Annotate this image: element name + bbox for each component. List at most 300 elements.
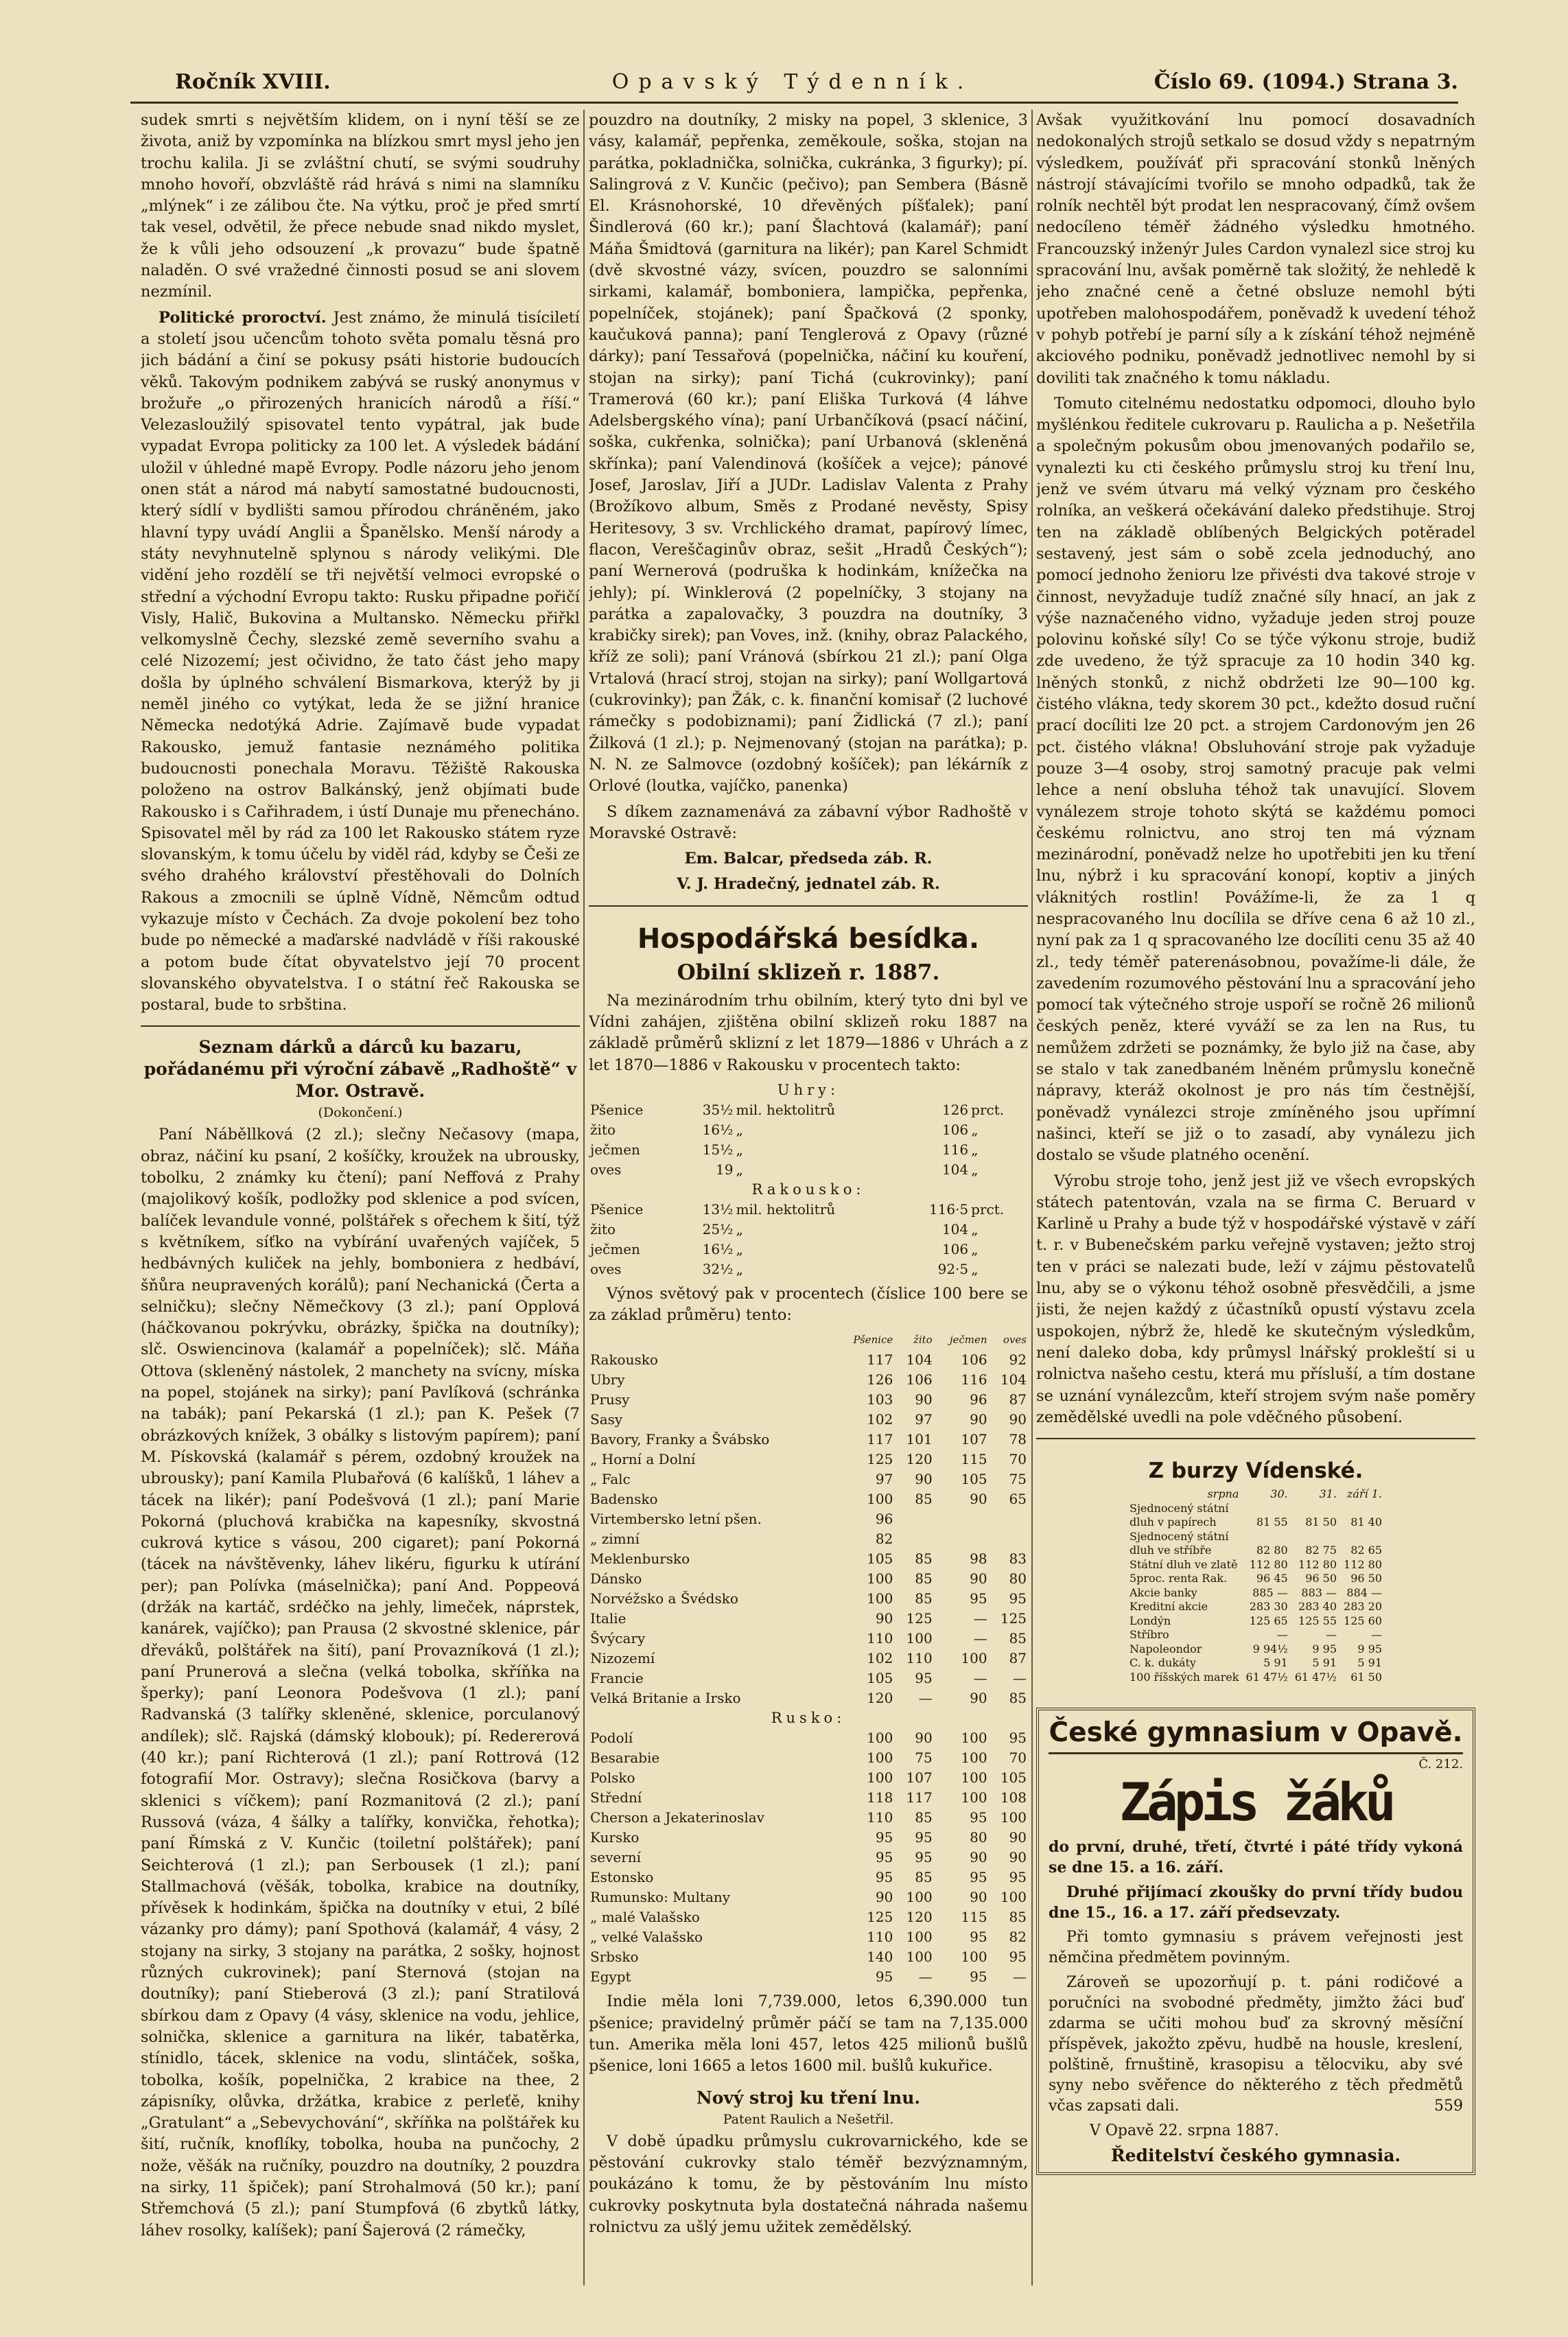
table-cell: 90: [1009, 1829, 1027, 1846]
table-row: [589, 1529, 1028, 1549]
table-cell: 101: [906, 1431, 933, 1448]
table-row: [589, 1649, 1028, 1669]
table-cell: 885 —: [1252, 1585, 1288, 1599]
table-cell: —: [973, 1670, 987, 1687]
crop-name: oves: [590, 1161, 622, 1178]
table-cell: 95: [970, 1809, 987, 1826]
table-cell: 82: [875, 1531, 893, 1548]
table-cell: —: [918, 1968, 933, 1986]
table-cell: 110: [906, 1650, 933, 1667]
percent: 106: [941, 1240, 969, 1257]
table-cell: 100: [961, 1730, 987, 1747]
table-row: [589, 1100, 1028, 1120]
unit: prct.: [971, 1200, 1005, 1218]
table-cell: 85: [915, 1491, 933, 1508]
crop-volume: 25½: [702, 1220, 734, 1237]
table-cell: 100: [867, 1749, 893, 1767]
table-cell: 283 40: [1298, 1600, 1337, 1614]
table-row: [589, 1160, 1028, 1180]
table-cell: 97: [875, 1471, 893, 1488]
row-label: Stříbro: [1129, 1628, 1169, 1642]
table-row: [589, 1828, 1028, 1848]
table-cell: 125: [867, 1451, 893, 1468]
row-label: Italie: [590, 1610, 627, 1627]
percent: 106: [941, 1121, 969, 1138]
table-row: [1126, 1586, 1385, 1601]
table-row: [1126, 1600, 1385, 1614]
table-cell: 83: [1009, 1550, 1027, 1568]
table-row: [1126, 1642, 1385, 1657]
row-label: Ubry: [590, 1371, 625, 1388]
table-cell: 100: [1000, 1889, 1027, 1906]
table-cell: 95: [875, 1829, 893, 1846]
table-row: [589, 1609, 1028, 1629]
table-row: [1126, 1502, 1385, 1516]
table-cell: 61 50: [1350, 1670, 1383, 1684]
row-label: Egypt: [590, 1968, 631, 1986]
table-cell: 90: [1009, 1411, 1027, 1428]
unit: „: [971, 1121, 979, 1138]
table-cell: 283 20: [1344, 1600, 1383, 1614]
table-cell: 87: [1009, 1650, 1027, 1667]
row-label: Estonsko: [590, 1869, 654, 1886]
table-cell: [1340, 1530, 1385, 1544]
unit: „: [971, 1260, 979, 1277]
table-row: [1126, 1558, 1385, 1572]
table-cell: 85: [915, 1570, 933, 1588]
notice-paragraph: Druhé přijímací zkoušky do první třídy budou dne 15., 16. a 17. září předsevzaty.: [1049, 1883, 1463, 1922]
table-cell: —: [918, 1690, 933, 1707]
row-label: 100 říšských marek: [1129, 1670, 1239, 1684]
table-cell: 75: [1009, 1471, 1027, 1488]
table-row: [589, 1887, 1028, 1907]
row-label: Norvéžsko a Švédsko: [590, 1590, 738, 1607]
table-cell: 85: [915, 1590, 933, 1607]
row-label: Meklenbursko: [590, 1550, 690, 1568]
table-row: [1126, 1671, 1385, 1685]
table-row: [589, 1220, 1028, 1240]
table-cell: 85: [1009, 1630, 1027, 1647]
table-cell: [1291, 1530, 1340, 1544]
row-label: Napoleondor: [1129, 1642, 1202, 1655]
table-cell: 100: [867, 1491, 893, 1508]
table-cell: 883 —: [1301, 1585, 1337, 1599]
table-row: [589, 1469, 1028, 1489]
crop-volume: 16½: [702, 1240, 734, 1257]
table-row: [589, 1848, 1028, 1868]
column-header: září 1.: [1346, 1487, 1383, 1501]
table-cell: 82: [1009, 1929, 1027, 1946]
unit: „: [736, 1220, 743, 1237]
table-cell: 80: [970, 1829, 987, 1846]
table-cell: 90: [915, 1471, 933, 1488]
crop-name: Pšenice: [590, 1200, 644, 1218]
table-cell: 90: [970, 1570, 987, 1588]
table-cell: —: [1326, 1628, 1337, 1642]
table-row: [589, 1728, 1028, 1748]
table-cell: —: [1371, 1628, 1383, 1642]
table-cell: 100: [867, 1769, 893, 1787]
unit: „: [971, 1220, 979, 1237]
notice-paragraph: [1049, 1973, 1463, 2117]
table-cell: 90: [970, 1411, 987, 1428]
row-label: „ Horní a Dolní: [590, 1451, 696, 1468]
notice-signature: Ředitelství českého gymnasia.: [1110, 2146, 1401, 2166]
table-cell: 105: [867, 1550, 893, 1568]
table-cell: 100: [906, 1949, 933, 1966]
table-cell: 96 45: [1256, 1572, 1288, 1585]
crop-name: ječmen: [590, 1240, 640, 1257]
table-cell: 100: [961, 1789, 987, 1806]
row-label: Nizozemí: [590, 1650, 655, 1667]
paragraph: V době úpadku průmyslu cukrovarnického, kde se pěstování cukrovky stalo téměř bezvýznamným, poukázáno k tomu, že by pěstováním lnu místo cukrovky poskytnuta byla dostatečná náhrada našemu rolnictvu za ušlý jemu užitek zemědělský.: [589, 2132, 1028, 2236]
unit: prct.: [971, 1101, 1005, 1118]
percent: 104: [941, 1220, 969, 1237]
row-label: Badensko: [590, 1491, 658, 1508]
table-cell: 81 50: [1305, 1515, 1337, 1529]
column-header: srpna: [1207, 1487, 1239, 1501]
table-cell: 96 50: [1350, 1572, 1383, 1585]
paragraph: Výnos světový pak v procentech (číslice 100 bere se za základ průměru) tento:: [589, 1284, 1028, 1325]
table-row: [589, 1450, 1028, 1469]
unit: „: [971, 1240, 979, 1257]
section-heading: Politické proroctví.: [159, 308, 327, 327]
row-label: Střední: [590, 1789, 642, 1806]
harvest-hungary-table: [589, 1080, 1028, 1279]
table-cell: —: [973, 1610, 987, 1627]
table-cell: 95: [915, 1670, 933, 1687]
table-cell: 95: [875, 1968, 893, 1986]
world-harvest-table: [589, 1330, 1028, 1987]
table-cell: 70: [1009, 1749, 1027, 1767]
column-header: 31.: [1319, 1487, 1337, 1501]
table-cell: 110: [867, 1929, 893, 1946]
table-cell: 106: [961, 1351, 987, 1369]
row-label: Švýcary: [590, 1630, 646, 1647]
table-row: [589, 1788, 1028, 1808]
row-label: Francie: [590, 1670, 644, 1687]
table-cell: —: [973, 1630, 987, 1647]
table-cell: 95: [875, 1849, 893, 1866]
table-cell: 81 40: [1350, 1515, 1383, 1529]
paragraph: Paní Náběllková (2 zl.); slečny Nečasovy (mapa, obraz, náčiní ku psaní, 2 košíčky, kroužek na ubrousky, tobolku, 2 známky ku čtení); paní Neffová z Prahy (majolikový košík, podložky pod sklenice a pod svícen, balíček levandule vonné, polštářek s ořechem k šití, týž s květníkem, síťko na vybírání uvařených vajíček, 5 hedbávných kuliček na jehly, bomboniera z hedbáví, šňůra neupravených korálů); paní Nechanická (Čerta a selničku); slečny Němečkovy (3 zl.); paní Opplová (háčkovanou pokrývku, obrázky, špička na doutníky); slč. Oswiencinova (kalamář a popelníček); slč. Máňa Ottova (skleněný nástolek, 2 manchety na svícny, míska na popel, stojánek na sirky); paní Pavlíková (schránka na tabák); paní Pekarská (1 zl.); pan K. Pešek (7 obrázkových knížek, 3 obálky s listovým papírem); paní M. Pískovská (kalamář s pérem, ozdobný kroužek na ubrousky); paní Kamila Plubařová (6 kalíšků, 1 láhev a tácek na likér); paní Podešvová (1 zl.); paní Marie Pokorná (pluchová krabička na kapesníky, skvostná cukrová kytice s vásou, 200 cigaret); paní Pokorná (tácek na návštěvenky, láhev likéru, figurku k utírání per); pan Polívka (máselnička); paní And. Poppeová (držák na kartáč, srdéčko na jehly, limeček, náprstek, kanárek, vajíčko); pan Prausa (2 skvostné sklenice, pár dřeváků, polštářek na šití), paní Provazníková (1 zl.); paní Prunerová a slečna (velká tobolka, skříňka na šperky); paní Leonora Podešvova (1 zl.); paní Radvanská (3 talířky skleněné, sklenice, porculanový andílek); slč. Rajská (dámský klobouk); pí. Redererová (40 kr.); paní Richterová (1 zl.); paní Rottrová (12 fotografií Mor. Ostravy); slečna Rosičkova (barvy a sklenici s víčkem); paní Rozmanitová (2 zl.); paní Russová (váza, 4 šálky a talířky, konvička, řehotka); paní Římská z V. Kunčic (toiletní polštářek); paní Seichterová (1 zl.); pan Serbousek (1 zl.); paní Stallmachová (věšák, tobolka, krabice na doutníky, přívěsek k hodinkám, špička na doutníky v etui, 2 bílé vázanky pro dámy); paní Spothová (kalamář, 4 vásy, 2 stojany na sirky, 3 stojany na parátka, 2 sošky, hojnost různých cukrovinek); paní Sternová (stojan na doutníky); paní Stieberová (3 zl.); paní Stratilová sbírkou dam z Opavy (4 vásy, sklenice na vodu, jehlice, solnička, sklenice a garnitura na likér, tabatěrka, stínidlo, tácek, sklenice na vodu, slintáček, soška, tobolka, košík, popelnička, 2 krabice na thee, 2 zápisníky, olůvka, držátka, krabice z perleťě, knihy „Gratulant“ a „Sebevychování“, skříňka na polštářek ku šití, ručník, knoflíky, tobolka, houba na punčochy, 2 nože, věšák na ručníky, pouzdro na doutníky, 2 pouzdra na sirky, 11 špiček); paní Strohalmová (50 kr.); paní Střemchová (5 zl.); paní Stumpfová (6 zbytků látky, láhev rosolky, kalíšek); paní Šajerová (2 rámečky,: [141, 1126, 580, 2240]
crop-volume: 32½: [702, 1260, 734, 1277]
row-label: Srbsko: [590, 1949, 639, 1966]
notice-headline: Zápis žáků: [1119, 1771, 1392, 1833]
table-cell: 90: [915, 1730, 933, 1747]
percent: 116·5: [928, 1200, 969, 1218]
row-label: Virtembersko letní pšen.: [590, 1511, 762, 1528]
unit: „: [736, 1121, 743, 1138]
table-cell: 95: [970, 1869, 987, 1886]
table-cell: 85: [915, 1550, 933, 1568]
column-header: ječmen: [949, 1334, 987, 1347]
table-cell: 9 95: [1357, 1642, 1383, 1655]
table-cell: 120: [906, 1451, 933, 1468]
table-cell: 96: [875, 1511, 893, 1528]
table-row: [589, 1967, 1028, 1987]
table-row: [589, 1240, 1028, 1259]
table-cell: [894, 1529, 933, 1549]
table-cell: 110: [867, 1630, 893, 1647]
table-cell: 115: [961, 1909, 987, 1926]
table-cell: 100: [906, 1630, 933, 1647]
table-cell: 82 75: [1305, 1544, 1337, 1557]
row-label: Polsko: [590, 1769, 635, 1787]
table-cell: 96 50: [1305, 1572, 1337, 1585]
table-row: [1126, 1544, 1385, 1558]
table-cell: 80: [1009, 1570, 1027, 1588]
table-cell: 85: [915, 1809, 933, 1826]
table-cell: 102: [867, 1650, 893, 1667]
article-heading: Nový stroj ku tření lnu.: [696, 2087, 921, 2108]
group-label: Uhry:: [777, 1081, 840, 1098]
table-cell: 116: [961, 1371, 987, 1388]
table-cell: —: [1013, 1670, 1027, 1687]
row-label: Rakousko: [590, 1351, 658, 1369]
notice-number: Č. 212.: [1418, 1757, 1463, 1772]
table-cell: [894, 1509, 933, 1529]
table-cell: 92: [1009, 1351, 1027, 1369]
row-label: Kursko: [590, 1829, 640, 1846]
table-cell: 117: [867, 1351, 893, 1369]
table-row: [589, 1549, 1028, 1569]
table-row: [589, 1120, 1028, 1140]
paragraph-text: Jest známo, že minulá tisíciletí a století jsou učencům tohoto světa pomalu těsná pro jich bádání a činí se pokusy psáti historie budoucích věků. Takovým podnikem zabývá se ruský anonymus v brožuře „o přirozených hranicích národů a říší.“ Velezasloužilý spisovatel tento vypátral, jak bude vypadat Evropa politicky za 100 let. A výsledek bádání uložil v úhledné mapě Evropy. Podle názoru jeho jenom onen stát a národ má nabytí samostatné budoucnosti, který sídlí v bydlišti samou přírodou chráněném, jako hlavní typy uvádí Anglii a Španělsko. Menší národy a státy nevyhnutelně splynou s národy velikými. Dle vidění jeho rozdělí se tři největší velmoci evropské o střední a východní Evropu takto: Rusku připadne pořičí Visly, Halič, Bukovina a Multansko. Německu přiřkl velkomyslně Čechy, slezské země severního svahu a celé Nizozemí; jest očividno, že tato část jeho mapy došla by úplného schválení Bismarkova, kterýž by ji neměl jiného co vytýkat, leda že se jižní hranice Německa nedotýká Adrie. Zajímavě bude vypadat Rakousko, jemuž fantasie neznámého politika budoucnosti ponechala Moravu. Těžiště Rakouska položeno na ostrov Balkánský, jenž objímati bude Rakousko i s Cařihradem, i ústí Dunaje mu přenecháno. Spisovatel měl by rád za 100 let Rakousko státem ryze slovanským, k tomu účelu by viděl rád, kdyby se Češi ze svého drahého království přestěhovali do Dolních Rakous a zmocnili se úplně Vídně, Němcům odtud vykazuje místo v Čechách. Za dvoje pokolení bez toho bude po německé a maďarské nadvládě v říši rakouské a potom bude čítat obyvatelstvo její 70 procent slovanského obyvatelstva. I o státní řeč Rakouska se postaral, bude to srbština.: [141, 308, 580, 1014]
notice-code: 559: [1434, 2097, 1463, 2115]
table-cell: 106: [906, 1371, 933, 1388]
gymnasium-notice: [1036, 1708, 1475, 2175]
table-cell: 125: [1000, 1610, 1027, 1627]
table-row: [589, 1947, 1028, 1967]
column-header: 30.: [1270, 1487, 1288, 1501]
group-label: Rakousko:: [751, 1181, 865, 1198]
table-cell: 5 91: [1263, 1656, 1288, 1670]
table-cell: [989, 1509, 1028, 1529]
table-row: [589, 1259, 1028, 1279]
table-cell: 107: [906, 1769, 933, 1787]
table-row: [589, 1868, 1028, 1887]
paragraph: Tomuto citelnému nedostatku odpomoci, dlouho bylo myšlénkou ředitele cukrovaru p. Raulicha a p. Nešetřila a společným pokusům obou jmenovaných podařilo se, vynalezti ku cti českého průmyslu stroj ku tření lnu, jenž ve svém útvaru má velký význam pro českého rolníka, an veškerá očekávání daleko předstihuje. Stroj ten na základě oblíbených Belgických potěradel sestavený, jest sám o sobě zcela jednoduchý, ano pomocí jednoho ženioru lze přivésti dva takové stroje v činnost, nevyžaduje tudíž značné síly hnací, an jak z výše naznačeného vidno, vyžaduje jeden stroj pouze polovinu koňské síly! Co se týče výkonu stroje, budiž zde uvedeno, že týž spracuje za 10 hodin 340 kg. lněných stonků, z nichž obdržeti lze 90—100 kg. čistého vlákna, tedy skorem 30 pct., kdežto dosud ruční prací docíliti lze 20 pct. a strojem Cardonovým jen 26 pct. čistého vlákna! Obsluhování stroje pak vyžaduje pouze 3—4 osoby, stroj samotný pracuje pak velmi lehce a není obsluha téhož tak unavující. Slovem vynálezem stroje tohoto skýtá se každému pomoci českému rolnictvu, ano stroj ten má význam mezinárodní, poněvadž nelze ho upotřebiti jen ku tření lnu, nýbrž i ku spracování konopí, koptiv a jiných vláknitých rostlin! Povážíme-li, že za 1 q nespracovaného lnu docílila se dříve cena 6 až 10 zl., nyní pak za 1 q spracovaného lze docíliti cenu 35 až 40 zl., tedy téměř paterenásobnou, považíme-li dále, že zavedením rozumového pěstování lnu a spracování jeho pomocí tak výtečného stroje uspoří se ročně 26 milionů českých peněz, které vyváží se za len na Rus, tu nemůžem zdržeti se poznámky, že bylo již na čase, aby se stalo v tak zanedbaném lněném průmyslu konečně nápravy, kteráž okolnost je pro nás tím čestnější, poněvadž vynálezci stroje zmíněného jsou upřímní našinci, kteří se již o to zasadí, aby vynálezu jich dostalo se všude platného ocenění.: [1036, 394, 1475, 1165]
table-cell: [934, 1509, 989, 1529]
table-cell: 100: [867, 1730, 893, 1747]
row-label: Prusy: [590, 1391, 630, 1408]
table-cell: 95: [970, 1929, 987, 1946]
table-cell: 117: [906, 1789, 933, 1806]
row-label: Sjednocený státní: [1129, 1529, 1229, 1543]
table-cell: 98: [970, 1550, 987, 1568]
table-cell: 103: [867, 1391, 893, 1408]
table-cell: [1291, 1502, 1340, 1516]
unit: „: [736, 1240, 743, 1257]
unit: „: [736, 1141, 743, 1158]
table-row: [589, 1430, 1028, 1450]
table-cell: 125: [906, 1610, 933, 1627]
table-cell: 884 —: [1346, 1585, 1383, 1599]
table-cell: 125 55: [1298, 1614, 1337, 1627]
table-row: [589, 1489, 1028, 1509]
table-cell: 95: [915, 1829, 933, 1846]
table-cell: 104: [906, 1351, 933, 1369]
percent: 104: [941, 1161, 969, 1178]
paragraph: Indie měla loni 7,739.000, letos 6,390.000 tun pšenice; pravidelný průměr páčí se tam na 7,135.000 tun. Amerika měla loni 457, letos 425 milionů bušlů pšenice, loni 1665 a letos 1600 mil. bušlů kukuřice.: [589, 1992, 1028, 2076]
row-label: 5proc. renta Rak.: [1129, 1572, 1228, 1585]
column-header: oves: [1003, 1334, 1027, 1347]
table-row: [589, 1808, 1028, 1828]
table-row: [589, 1748, 1028, 1768]
table-cell: 90: [970, 1491, 987, 1508]
table-cell: 90: [915, 1391, 933, 1408]
world-table-body: [589, 1350, 1028, 1708]
row-label: Cherson a Jekaterinoslav: [590, 1809, 764, 1826]
table-cell: 125: [867, 1909, 893, 1926]
table-row: [589, 1589, 1028, 1609]
table-row: [589, 1370, 1028, 1390]
table-cell: 85: [1009, 1909, 1027, 1926]
paragraph: Výrobu stroje toho, jenž jest již ve všech evropských státech patentován, vzala na se firma C. Beruard v Karlině u Prahy a bude týž v hospodářské výstavě v září t. r. v Bubenečském parku veřejně vystaven; ježto stroj ten v práci se nalezati bude, leží v zájmu pěstovatelů lnu, aby se o výkonu téhož osobně přesvědčili, a jsme jisti, že nejen každý z účastníků opustí výstavu zcela uspokojen, nýbrž že, hledě ke skutečným výsledkům, není daleko doba, kdy průmysl lnářský prokleští si u rolnictva našeho cestu, která mu přísluší, a tím dostane se uznání vynálezcům, kteří strojem svým naše poměry zemědělské uvedli na pole vděčného působení.: [1036, 1172, 1475, 1426]
table-cell: 100: [961, 1749, 987, 1767]
unit: mil. hektolitrů: [736, 1200, 836, 1218]
table-cell: 90: [970, 1690, 987, 1707]
table-cell: 5 91: [1312, 1656, 1337, 1670]
table-cell: 95: [970, 1590, 987, 1607]
table-row: [1126, 1628, 1385, 1642]
table-row: [589, 1907, 1028, 1927]
russia-table-body: [589, 1728, 1028, 1987]
signature: V. J. Hradečný, jednatel záb. R.: [677, 875, 940, 894]
table-cell: 5 91: [1357, 1656, 1383, 1670]
table-row: [1126, 1530, 1385, 1544]
table-cell: 100: [867, 1590, 893, 1607]
table-cell: 105: [867, 1670, 893, 1687]
percent: 116: [941, 1141, 969, 1158]
table-cell: 85: [1009, 1690, 1027, 1707]
table-cell: 95: [875, 1869, 893, 1886]
table-cell: 78: [1009, 1431, 1027, 1448]
continuation-note: (Dokončení.): [318, 1105, 403, 1121]
crop-name: ječmen: [590, 1141, 640, 1158]
table-cell: 107: [961, 1431, 987, 1448]
table-cell: 82 65: [1350, 1544, 1383, 1557]
crop-name: žito: [590, 1121, 616, 1138]
table-cell: 100: [906, 1889, 933, 1906]
table-row: [589, 1569, 1028, 1589]
table-cell: 125 65: [1249, 1614, 1288, 1627]
table-row: [1126, 1515, 1385, 1530]
table-cell: 90: [970, 1849, 987, 1866]
table-cell: 104: [1000, 1371, 1027, 1388]
table-cell: 100: [961, 1650, 987, 1667]
paragraph: Na mezinárodním trhu obilním, který tyto dni byl ve Vídni zahájen, zjištěna obilní sklizeň roku 1887 na základě průměrů sklizní z let 1879—1886 v Uhrách a z let 1870—1886 v Rakousku v procentech takto:: [589, 991, 1028, 1074]
crop-volume: 13½: [702, 1200, 734, 1218]
table-cell: 95: [1009, 1869, 1027, 1886]
row-label: Státní dluh ve zlatě: [1129, 1557, 1238, 1571]
column-header: žito: [913, 1334, 933, 1347]
table-cell: 90: [970, 1889, 987, 1906]
section-title: Hospodářská besídka.: [637, 922, 980, 955]
crop-name: oves: [590, 1260, 622, 1277]
crop-volume: 15½: [702, 1141, 734, 1158]
crop-volume: 19: [716, 1161, 734, 1178]
row-label: Dánsko: [590, 1570, 642, 1588]
table-cell: 117: [867, 1431, 893, 1448]
table-row: [589, 1200, 1028, 1220]
issue-page-label: Číslo 69. (1094.) Strana 3.: [1154, 70, 1458, 94]
column-2: [589, 110, 1028, 2292]
newspaper-title: Opavský Týdenník.: [611, 70, 974, 94]
crop-name: Pšenice: [590, 1101, 644, 1118]
row-label: Londýn: [1129, 1614, 1171, 1627]
table-cell: 95: [1009, 1949, 1027, 1966]
row-label: C. k. dukáty: [1129, 1656, 1196, 1670]
row-label: Kreditní akcie: [1129, 1600, 1208, 1614]
percent: 92·5: [937, 1260, 969, 1277]
column-header: Pšenice: [853, 1334, 893, 1347]
row-label: Rumunsko: Multany: [590, 1889, 731, 1906]
header-rule: [130, 102, 1458, 104]
table-row: [589, 1350, 1028, 1370]
table-cell: [934, 1529, 989, 1549]
separator: [141, 1025, 580, 1027]
table-cell: 120: [867, 1690, 893, 1707]
table-cell: 126: [867, 1371, 893, 1388]
table-cell: 105: [961, 1471, 987, 1488]
stock-table-body: [1126, 1502, 1385, 1685]
table-cell: 140: [867, 1949, 893, 1966]
stock-exchange-title: Z burzy Vídenské.: [1148, 1458, 1364, 1484]
table-row: [589, 1140, 1028, 1160]
row-label: „ malé Valašsko: [590, 1909, 700, 1926]
table-cell: 100: [1000, 1809, 1027, 1826]
table-row: [589, 1669, 1028, 1688]
table-cell: 95: [915, 1849, 933, 1866]
table-cell: —: [1013, 1968, 1027, 1986]
table-cell: 65: [1009, 1491, 1027, 1508]
row-label: Velká Britanie a Irsko: [590, 1690, 741, 1707]
stock-exchange-table: [1126, 1487, 1385, 1684]
table-row: [1126, 1656, 1385, 1671]
notice-title: České gymnasium v Opavě.: [1049, 1717, 1463, 1754]
crop-volume: 16½: [702, 1121, 734, 1138]
table-cell: 110: [867, 1809, 893, 1826]
table-cell: 112 80: [1298, 1557, 1337, 1571]
masthead: [127, 66, 1458, 107]
table-cell: 95: [1009, 1730, 1027, 1747]
crop-name: žito: [590, 1220, 616, 1237]
table-cell: 9 94½: [1252, 1642, 1288, 1655]
table-cell: 75: [915, 1749, 933, 1767]
table-cell: 85: [915, 1869, 933, 1886]
table-cell: 112 80: [1249, 1557, 1288, 1571]
notice-paragraph: do první, druhé, třetí, čtvrté i páté třídy vykoná se dne 15. a 16. září.: [1049, 1838, 1463, 1877]
row-label: Akcie banky: [1129, 1585, 1197, 1599]
row-label: „ velké Valašsko: [590, 1929, 703, 1946]
table-cell: 90: [875, 1889, 893, 1906]
table-row: [589, 1629, 1028, 1649]
table-cell: 61 47½: [1294, 1670, 1337, 1684]
table-cell: 102: [867, 1411, 893, 1428]
crop-volume: 35½: [702, 1101, 734, 1118]
table-cell: 81 55: [1256, 1515, 1288, 1529]
notice-text: Zároveň se upozorňují p. t. páni rodičové a poručníci na svobodné předměty, jimžto žáci buď zdarma se učiti mohou buď za skrovný měsíční příspěvek, jakožto zpěvu, hudbě na housle, kreslení, polštině, frnuštině, krasopisu a tělocviku, aby své syny nebo svěřence do některého z těch předmětů včas zapsati dali.: [1049, 1974, 1463, 2115]
table-cell: 283 30: [1249, 1600, 1288, 1614]
table-cell: 87: [1009, 1391, 1027, 1408]
unit: mil. hektolitrů: [736, 1101, 836, 1118]
table-cell: 108: [1000, 1789, 1027, 1806]
table-cell: 100: [961, 1949, 987, 1966]
table-cell: 95: [970, 1968, 987, 1986]
table-cell: 61 47½: [1245, 1670, 1288, 1684]
